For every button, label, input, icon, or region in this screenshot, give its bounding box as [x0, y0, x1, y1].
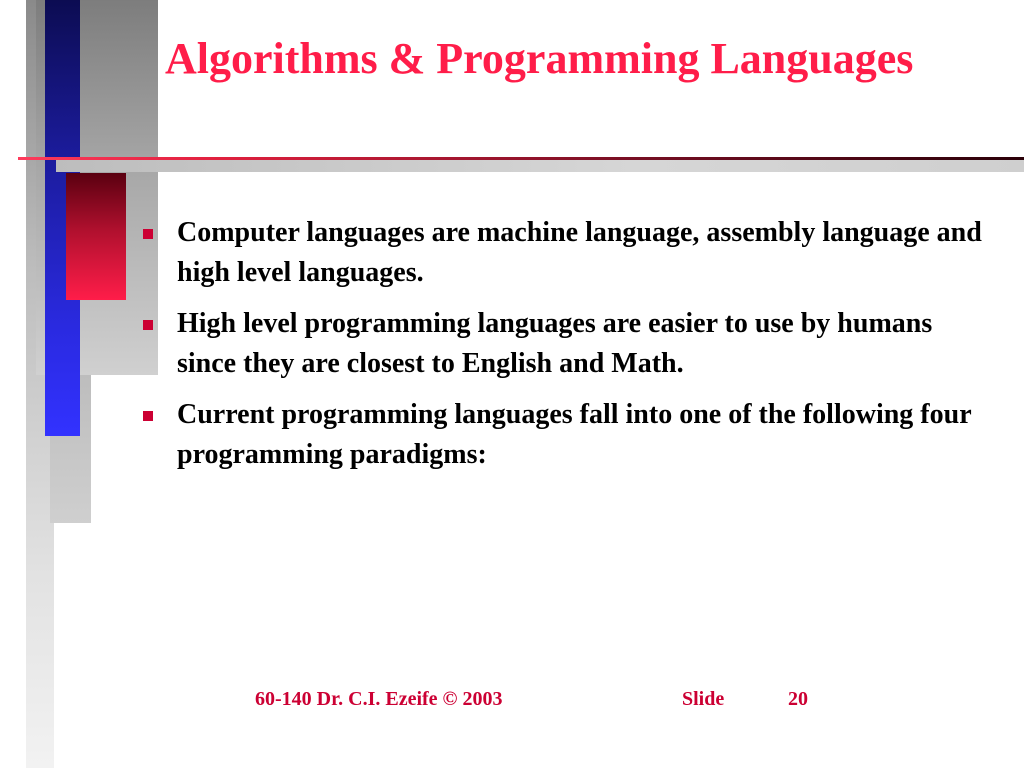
bullet-item: [140, 304, 990, 384]
decor-red-block: [66, 173, 126, 300]
footer-slide-label: Slide: [682, 688, 725, 710]
bullet-text: High level programming languages are easier to use by humans since they are closest to English and Math.: [177, 308, 933, 379]
footer-course-author: 60-140 Dr. C.I. Ezeife © 2003: [255, 688, 503, 710]
bullet-text: Computer languages are machine language, assembly language and high level languages.: [177, 217, 982, 288]
bullet-item: [140, 213, 990, 293]
slide-title: Algorithms & Programming Languages: [165, 34, 914, 83]
square-bullet-icon: [143, 229, 153, 239]
title-rule: [18, 157, 1024, 160]
bullet-list: [140, 213, 990, 486]
title-rule-shadow: [56, 160, 1024, 172]
square-bullet-icon: [143, 411, 153, 421]
bullet-item: [140, 395, 990, 475]
bullet-text: Current programming languages fall into one of the following four programming paradigms:: [177, 399, 972, 470]
square-bullet-icon: [143, 320, 153, 330]
footer-slide-number: 20: [788, 688, 808, 710]
